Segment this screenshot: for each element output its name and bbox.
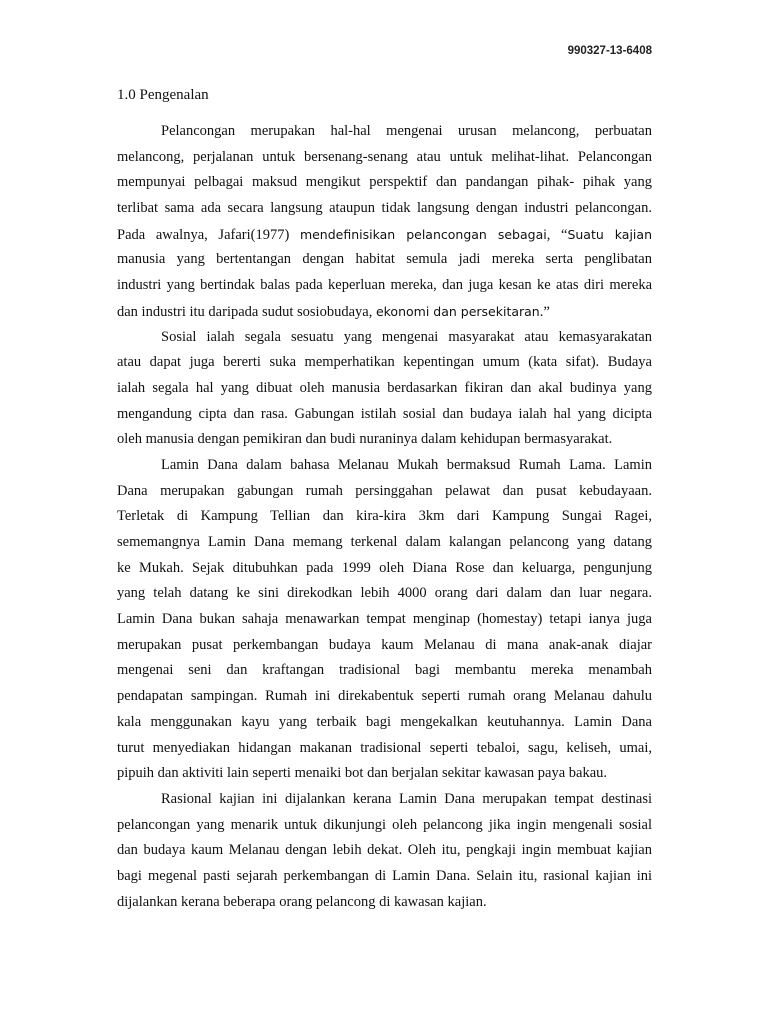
paragraph-4-line-4: bagi megenal pasti sejarah perkembangan di Lamin Dana. Selain itu, rasional kajian ini <box>117 867 652 884</box>
paragraph-3-line-10: pendapatan sampingan. Rumah ini direkabentuk seperti rumah orang Melanau dahulu <box>117 688 652 705</box>
paragraph-3-line-13: pipuih dan aktiviti lain seperti menaiki bot dan berjalan sekitar kawasan paya bakau. <box>117 765 608 782</box>
line-5-part-a: Pada awalnya, Jafari(1977) <box>117 226 290 243</box>
paragraph-3-line-6: yang telah datang ke sini direkodkan lebih 4000 orang dari dalam dan luar negara. <box>117 585 652 602</box>
paragraph-1-line-4: terlibat sama ada secara langsung ataupun tidak langsung dengan industri pelancongan. <box>117 200 652 217</box>
quote-end-text: ekonomi dan persekitaran <box>375 303 540 319</box>
paragraph-3-line-3: Terletak di Kampung Tellian dan kira-kira 3km dari Kampung Sungai Ragei, <box>117 508 652 525</box>
paragraph-2-line-5: oleh manusia dengan pemikiran dan budi nuraninya dalam kehidupan bermasyarakat. <box>117 431 613 448</box>
paragraph-1-line-1: Pelancongan merupakan hal-hal mengenai urusan melancong, perbuatan <box>161 123 652 139</box>
paragraph-1-line-8 <box>117 299 652 325</box>
paragraph-4-line-5: dijalankan kerana beberapa orang pelancong di kawasan kajian. <box>117 893 487 910</box>
line-5-part-c: , “ <box>546 226 568 243</box>
paragraph-3-line-12: turut menyediakan hidangan makanan tradisional seperti tebaloi, sagu, keliseh, umai, <box>117 739 652 756</box>
paragraph-1-line-2: melancong, perjalanan untuk bersenang-senang atau untuk melihat-lihat. Pelancongan <box>117 148 652 165</box>
paragraph-4-line-1: Rasional kajian ini dijalankan kerana Lamin Dana merupakan tempat destinasi <box>161 790 652 807</box>
paragraph-3-line-7: Lamin Dana bukan sahaja menawarkan tempat menginap (homestay) tetapi ianya juga <box>117 611 652 628</box>
section-heading: 1.0 Pengenalan <box>117 87 209 103</box>
paragraph-4-line-3: dan budaya kaum Melanau dengan lebih dekat. Oleh itu, pengkaji ingin membuat kajian <box>117 842 652 859</box>
paragraph-2-line-2: atau dapat juga bererti suka memperhatikan kepentingan umum (kata sifat). Budaya <box>117 354 652 371</box>
quote-lead-text: mendefinisikan pelancongan sebagai <box>299 226 547 242</box>
document-id: 990327-13-6408 <box>567 45 652 57</box>
paragraph-2-line-3: ialah segala hal yang dibuat oleh manusia berdasarkan fikiran dan akal budinya yang <box>117 379 652 396</box>
paragraph-3-line-1: Lamin Dana dalam bahasa Melanau Mukah bermaksud Rumah Lama. Lamin <box>161 456 652 473</box>
paragraph-3-line-8: merupakan pusat perkembangan budaya kaum Melanau di mana anak-anak diajar <box>117 636 652 653</box>
paragraph-3-line-11: kala menggunakan kayu yang terbaik bagi mengekalkan keutuhannya. Lamin Dana <box>117 713 652 730</box>
body-text <box>117 119 652 915</box>
paragraph-3-line-9: mengenai seni dan kraftangan tradisional bagi membantu mereka menambah <box>117 662 652 679</box>
paragraph-1-line-6: manusia yang bertentangan dengan habitat semula jadi mereka serta penglibatan <box>117 251 652 268</box>
paragraph-1-line-5 <box>117 222 652 248</box>
paragraph-1-line-7: industri yang bertindak balas pada keperluan mereka, dan juga kesan ke atas diri mereka <box>117 277 652 294</box>
paragraph-3-line-2: Dana merupakan gabungan rumah persinggahan pelawat dan pusat kebudayaan. <box>117 482 652 499</box>
paragraph-2-line-4: mengandung cipta dan rasa. Gabungan istilah sosial dan budaya ialah hal yang dicipta <box>117 405 652 422</box>
paragraph-2-line-1: Sosial ialah segala sesuatu yang mengenai masyarakat atau kemasyarakatan <box>161 328 652 345</box>
paragraph-1-line-3: mempunyai pelbagai maksud mengikut perspektif dan pandangan pihak- pihak yang <box>117 174 652 191</box>
quote-start-text: Suatu kajian <box>567 226 652 242</box>
line-8-part-c: .” <box>539 303 550 320</box>
paragraph-3-line-4: sememangnya Lamin Dana memang terkenal dalam kalangan pelancong yang datang <box>117 534 652 550</box>
paragraph-3-line-5: ke Mukah. Sejak ditubuhkan pada 1999 oleh Diana Rose dan keluarga, pengunjung <box>117 559 652 576</box>
line-8-part-a: dan industri itu daripada sudut sosiobudaya, <box>117 303 376 320</box>
paragraph-4-line-2: pelancongan yang menarik untuk dikunjungi oleh pelancong jika ingin mengenali sosial <box>117 816 652 833</box>
